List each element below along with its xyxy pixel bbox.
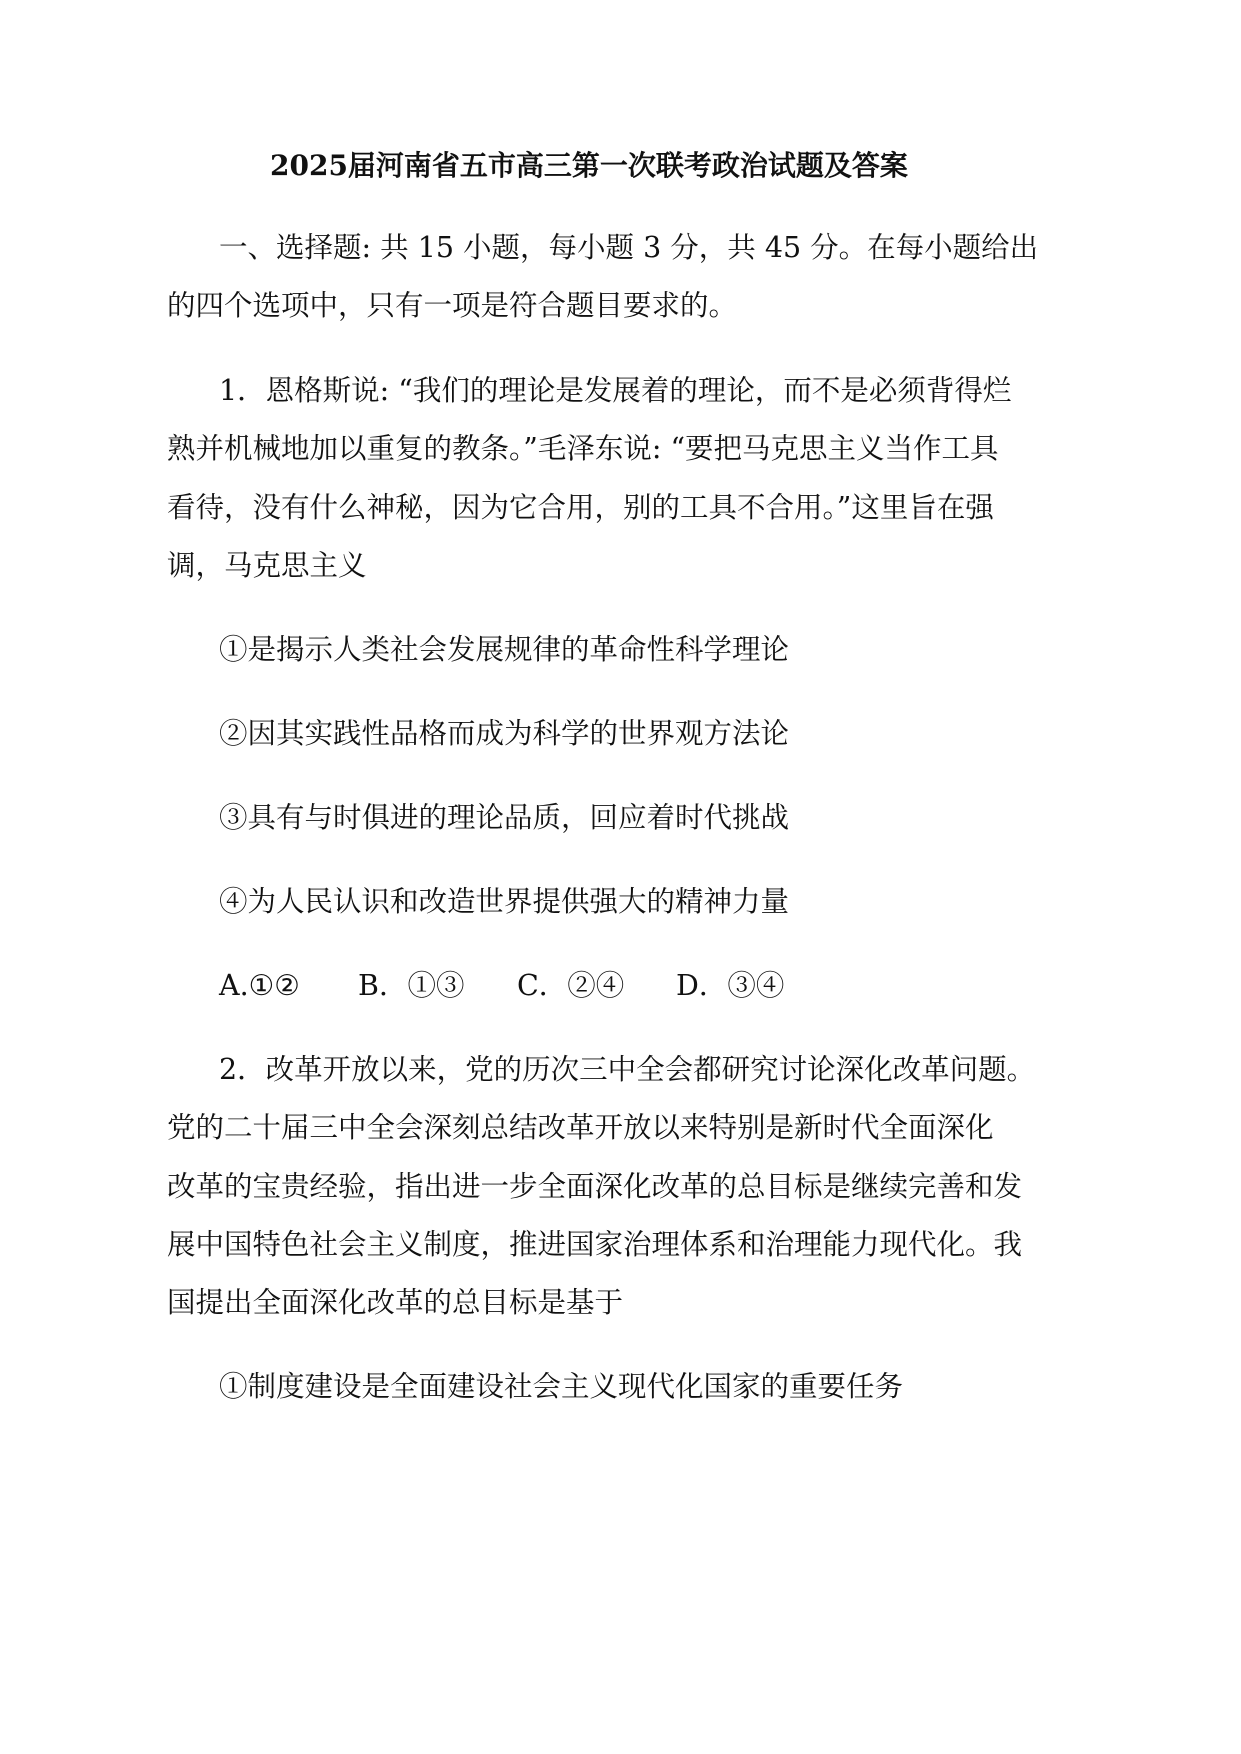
q1-statement-4: ④为人民认识和改造世界提供强大的精神力量 (219, 885, 790, 918)
q1-statement-1: ①是揭示人类社会发展规律的革命性科学理论 (219, 633, 790, 666)
q1-statement-3: ③具有与时俱进的理论品质，回应着时代挑战 (219, 801, 790, 834)
q2-stem-line-3: 改革的宝贵经验，指出进一步全面深化改革的总目标是继续完善和发 (167, 1170, 1023, 1203)
section-intro-line-2: 的四个选项中，只有一项是符合题目要求的。 (167, 289, 738, 322)
q1-choice-a: A.①② (219, 969, 300, 1002)
q2-stem-line-2: 党的二十届三中全会深刻总结改革开放以来特别是新时代全面深化 (167, 1111, 994, 1144)
document-title: 2025届河南省五市高三第一次联考政治试题及答案 (270, 149, 908, 182)
q1-choice-c: C．②④ (517, 969, 625, 1002)
q1-stem-line-4: 调，马克思主义 (167, 549, 367, 582)
q2-stem-line-5: 国提出全面深化改革的总目标是基于 (167, 1286, 624, 1319)
q1-stem-line-2: 熟并机械地加以重复的教条。”毛泽东说: “要把马克思主义当作工具 (167, 432, 999, 465)
q1-stem-line-1: 1．恩格斯说: “我们的理论是发展着的理论，而不是必须背得烂 (219, 374, 1012, 407)
q2-statement-1: ①制度建设是全面建设社会主义现代化国家的重要任务 (219, 1370, 904, 1403)
section-intro-line-1: 一、选择题: 共 15 小题，每小题 3 分，共 45 分。在每小题给出 (219, 231, 1039, 264)
q2-stem-line-1: 2．改革开放以来，党的历次三中全会都研究讨论深化改革问题。 (219, 1053, 1036, 1086)
q2-stem-line-4: 展中国特色社会主义制度，推进国家治理体系和治理能力现代化。我 (167, 1228, 1023, 1261)
q1-choice-d: D．③④ (676, 969, 785, 1002)
q1-statement-2: ②因其实践性品格而成为科学的世界观方法论 (219, 717, 790, 750)
q1-choice-b: B．①③ (358, 969, 465, 1002)
q1-stem-line-3: 看待，没有什么神秘，因为它合用，别的工具不合用。”这里旨在强 (167, 491, 994, 524)
